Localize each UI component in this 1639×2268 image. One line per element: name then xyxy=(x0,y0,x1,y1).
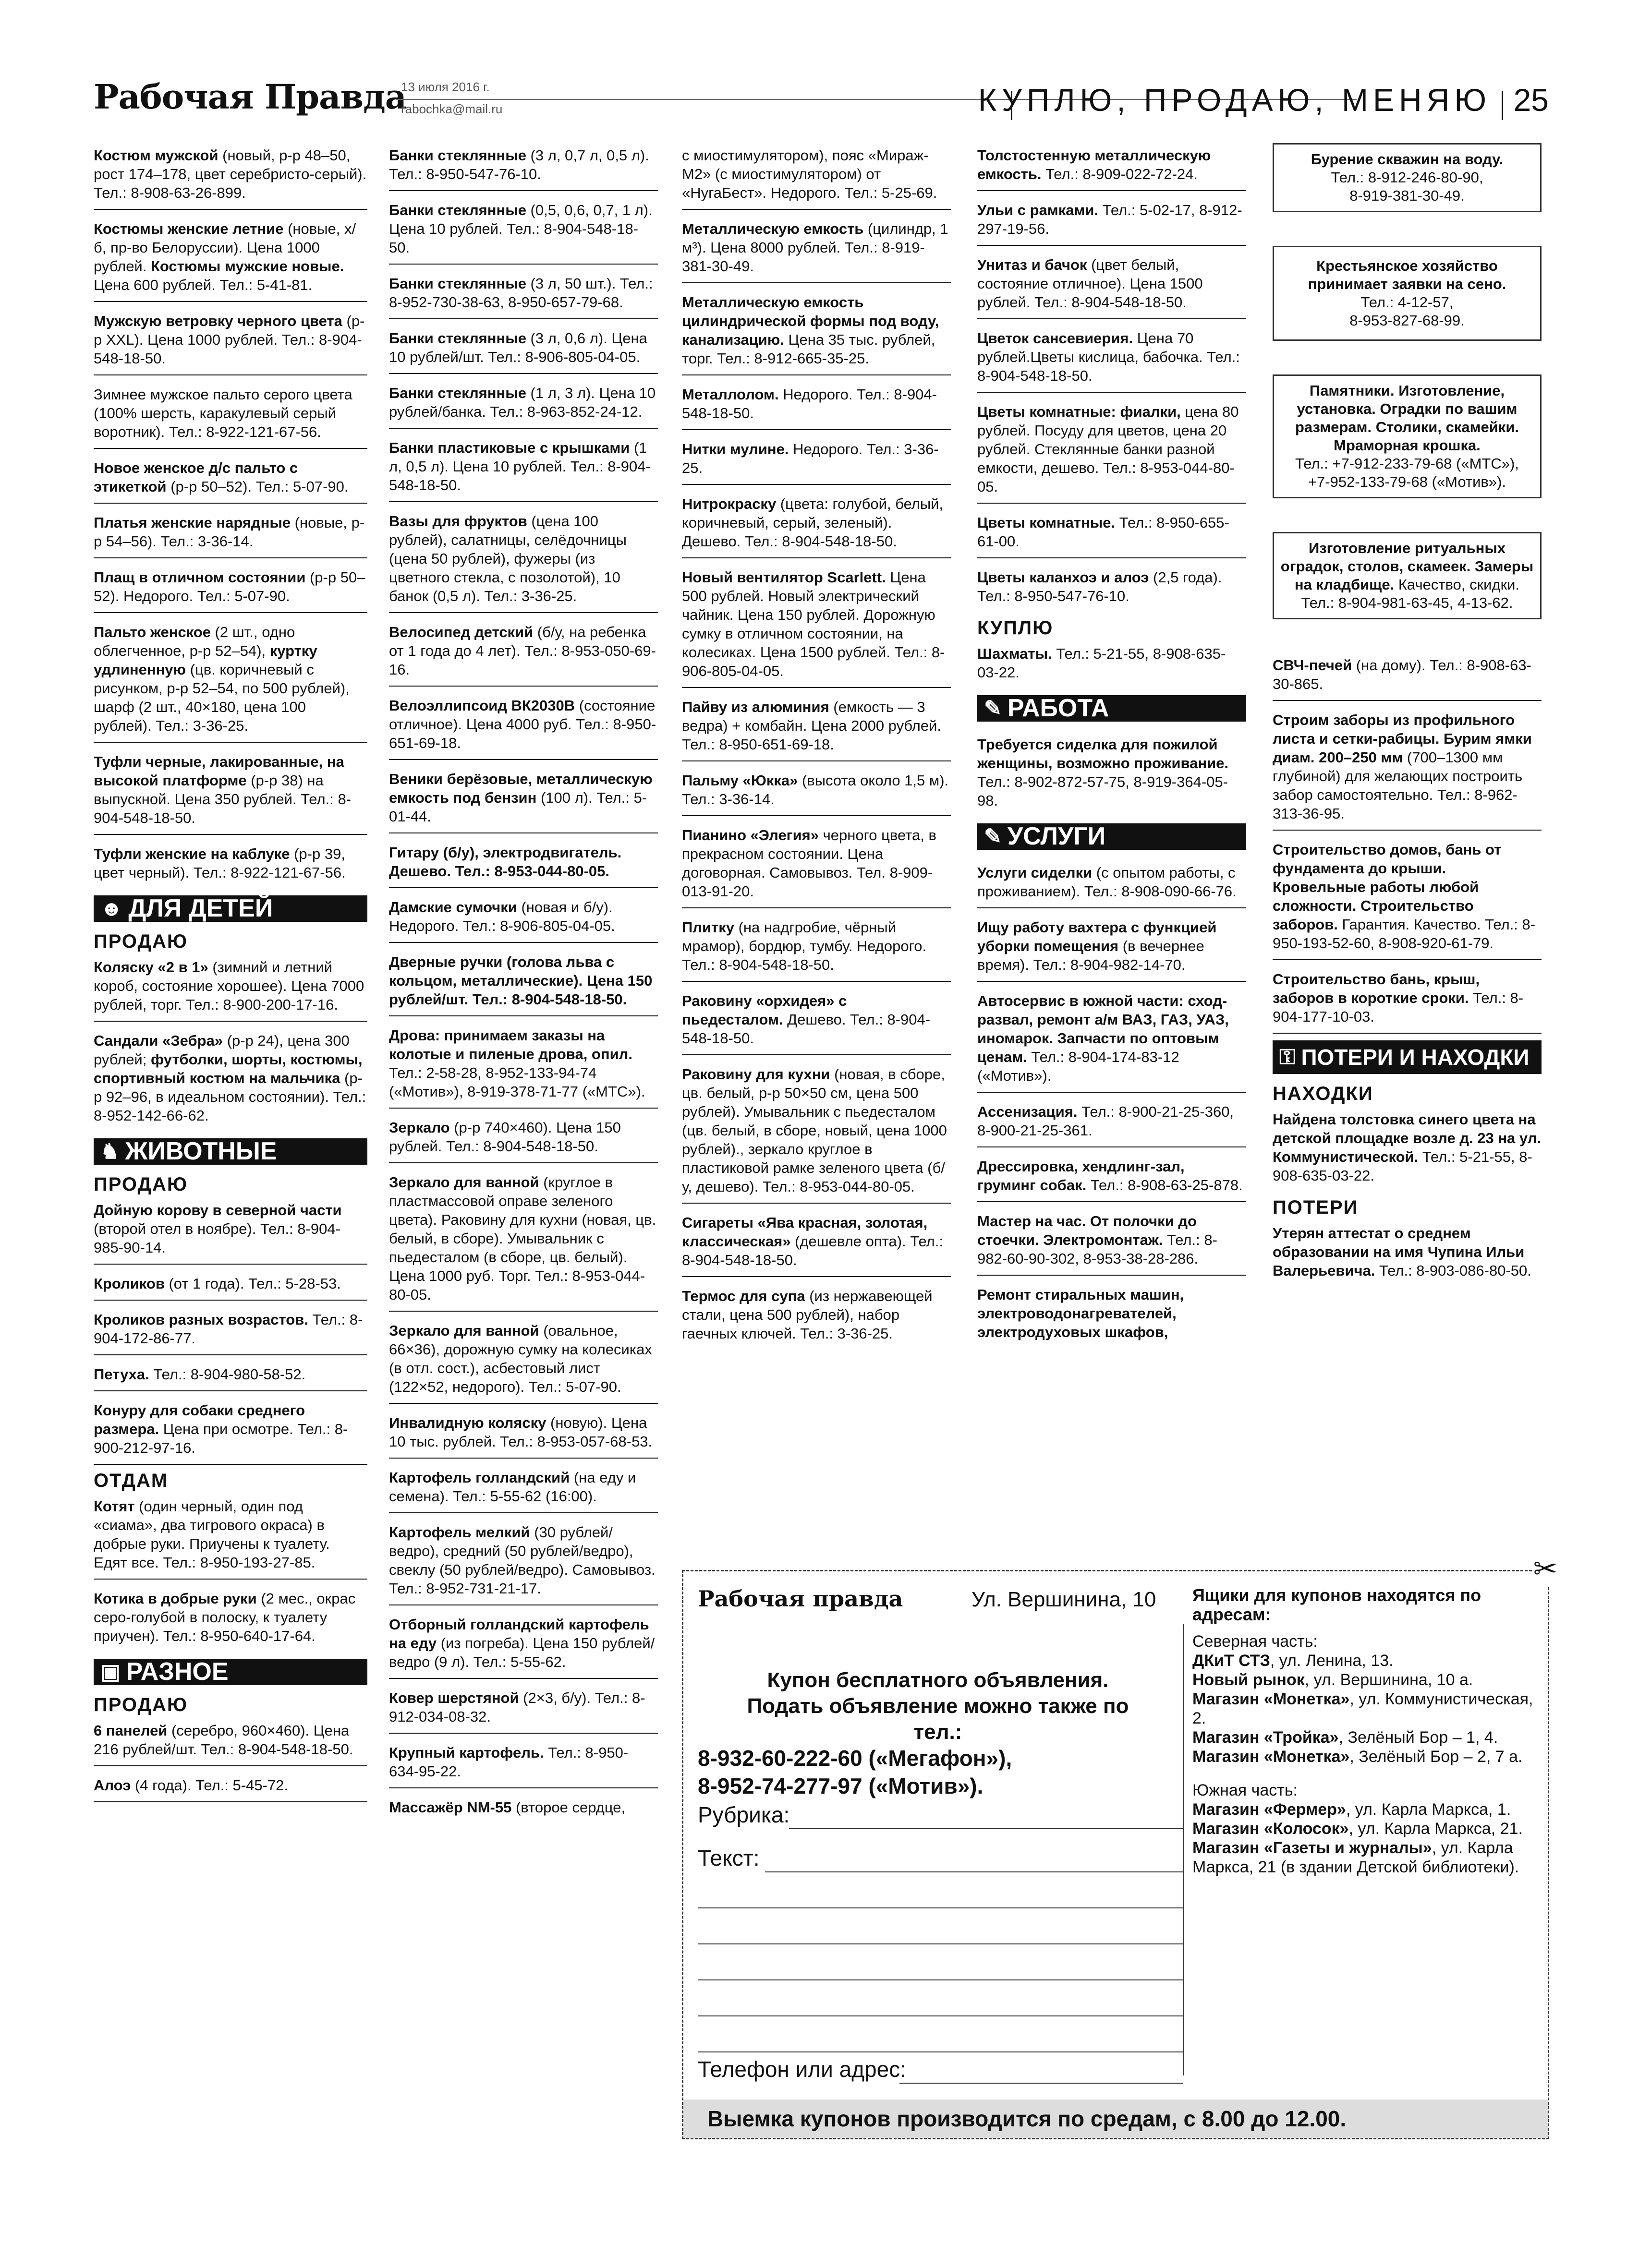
ad-item: Ассенизация. Тел.: 8-900-21-25-360, 8-900-21-25-361. xyxy=(977,1099,1246,1147)
field-text-line[interactable] xyxy=(698,2051,1183,2052)
wrench-icon: ✎ xyxy=(984,825,1002,848)
ad-item: Конуру для собаки среднего размера. Цена при осмотре. Тел.: 8-900-212-97-16. xyxy=(94,1398,367,1465)
ad-item: Котика в добрые руки (2 мес., окрас серо-голубой в полоску, к туалету приучен). Тел.: 8-950-640-17-64. xyxy=(94,1590,356,1644)
coupon-title: Рабочая правда xyxy=(698,1586,903,1612)
coupon-heading: Купон бесплатного объявления. Подать объявление можно также по тел.: xyxy=(747,1668,1129,1744)
ad-item: Зеркало для ванной (овальное, 66×36), дорожную сумку на колесиках (в отл. сост.), асбестовый лист (122×52, недорого). Тел.: 5-07-90. xyxy=(389,1318,658,1404)
subheader: ОТДАМ xyxy=(94,1470,169,1491)
ad-item: Туфли черные, лакированные, на высокой платформе (р-р 38) на выпускной. Цена 350 рублей. Тел.: 8-904-548-18-50. xyxy=(94,749,367,835)
south-label: Южная часть: xyxy=(1192,1781,1298,1799)
ad-item: Раковину «орхидея» с пьедесталом. Дешево. Тел.: 8-904-548-18-50. xyxy=(682,989,951,1055)
ad-item: Коляску «2 в 1» (зимний и летний короб, состояние хорошее). Цена 7000 рублей, торг. Тел.: 8-900-200-17-16. xyxy=(94,955,367,1022)
ad-item: Строительство домов, бань от фундамента до крыши. Кровельные работы любой сложности. Строительство заборов. Гарантия. Качество. Тел.: 8-950-193-52-60, 8-908-920-61-79. xyxy=(1273,837,1542,960)
ad-item: Банки стеклянные (3 л, 0,6 л). Цена 10 рублей/шт. Тел.: 8-906-805-04-05. xyxy=(389,326,658,374)
ad-item: Нитки мулине. Недорого. Тел.: 3-36-25. xyxy=(682,437,951,485)
ad-item: Петуха. Тел.: 8-904-980-58-52. xyxy=(94,1362,367,1391)
ad-item: Веники берёзовые, металлическую емкость под бензин (100 л). Тел.: 5-01-44. xyxy=(389,767,658,833)
ad-item: Дверные ручки (голова льва с кольцом, металлические). Цена 150 рублей/шт. Тел.: 8-904-548-18-50. xyxy=(389,950,658,1016)
divider xyxy=(1183,1624,1184,2075)
ad-item: Велоэллипсоид ВК2030В (состояние отличное). Цена 4000 руб. Тел.: 8-950-651-69-18. xyxy=(389,693,658,760)
address-item: Магазин «Тройка», Зелёный Бор – 1, 4. xyxy=(1192,1728,1498,1747)
subheader: ПРОДАЮ xyxy=(94,931,188,952)
ad-item: Вазы для фруктов (цена 100 рублей), салатницы, селёдочницы (цена 50 рублей), фужеры (из цветного стекла, с позолотой), 10 банок (0,5 л). Тел.: 3-36-25. xyxy=(389,509,658,613)
ad-item: Автосервис в южной части: сход-развал, ремонт а/м ВАЗ, ГАЗ, УАЗ, иномарок. Запчасти по оптовым ценам. Тел.: 8-904-174-83-12 («Мотив»). xyxy=(977,989,1246,1093)
ad-item: Мужскую ветровку черного цвета (р-р XXL). Цена 1000 рублей. Тел.: 8-904-548-18-50. xyxy=(94,309,367,375)
boxed-ad: Памятники. Изготовление, установка. Оградки по вашим размерам. Столики, скамейки. Мраморная крошка. Тел.: +7-912-233-79-68 («МТС»), +7-952-133-79-68 («Мотив»). xyxy=(1273,374,1542,498)
field-text-line[interactable] xyxy=(698,2015,1183,2016)
ad-item: Сандали «Зебра» (р-р 24), цена 300 рублей; футболки, шорты, костюмы, спортивный костюм на мальчика (р-р 92–96, в идеальном состоянии). Тел.: 8-952-142-66-62. xyxy=(94,1032,366,1124)
scissors-icon: ✂ xyxy=(1533,1553,1557,1585)
divider xyxy=(1502,91,1503,120)
ad-item: Утерян аттестат о среднем образовании на имя Чупина Ильи Валерьевича. Тел.: 8-903-086-80-50. xyxy=(1273,1225,1531,1279)
ad-item: Дрессировка, хендлинг-зал, груминг собак. Тел.: 8-908-63-25-878. xyxy=(977,1154,1246,1202)
section-header-misc: ▣ РАЗНОЕ xyxy=(94,1659,367,1685)
coupon-phones: 8-932-60-222-60 («Мегафон»), 8-952-74-277-97 («Мотив»). xyxy=(698,1746,1012,1798)
ad-item: СВЧ-печей (на дому). Тел.: 8-908-63-30-865. xyxy=(1273,653,1542,701)
ad-item: Картофель голландский (на еду и семена). Тел.: 5-55-62 (16:00). xyxy=(389,1465,658,1513)
ad-item: Нитрокраску (цвета: голубой, белый, коричневый, серый, зеленый). Дешево. Тел.: 8-904-548-18-50. xyxy=(682,492,951,558)
ad-item: Инвалидную коляску (новую). Цена 10 тыс. рублей. Тел.: 8-953-057-68-53. xyxy=(389,1411,658,1459)
subheader: ПОТЕРИ xyxy=(1273,1197,1359,1218)
ad-item: Гитару (б/у), электродвигатель. Дешево. Тел.: 8-953-044-80-05. xyxy=(389,840,658,888)
issue-date: 13 июля 2016 г. xyxy=(401,80,490,94)
ad-item: Пальто женское (2 шт., одно облегченное, р-р 52–54), куртку удлиненную (цв. коричневый с рисунком, р-р 52–54, по 500 рублей), шарф (2 шт., 40×180, цена 100 рублей). Тел.: 3-36-25. xyxy=(94,620,367,743)
ad-item: Зимнее мужское пальто серого цвета (100% шерсть, каракулевый серый воротник). Тел.: 8-922-121-67-56. xyxy=(94,382,367,449)
north-label: Северная часть: xyxy=(1192,1632,1318,1651)
ad-item: Ремонт стиральных машин, электроводонагревателей, электродуховых шкафов, xyxy=(977,1286,1184,1340)
address-item: Магазин «Колосок», ул. Карла Маркса, 21. xyxy=(1192,1820,1523,1838)
section-header-animals: ♞ ЖИВОТНЫЕ xyxy=(94,1138,367,1165)
ad-item: Алоэ (4 года). Тел.: 5-45-72. xyxy=(94,1773,367,1802)
ad-item: Раковину для кухни (новая, в сборе, цв. белый, р-р 50×50 см, цена 500 рублей). Умывальник с пьедесталом (цв. белый, в сборе, новый, цена 1000 рублей)., зеркало круглое в пластиковой рамке зеленого цвета (б/у, дешево). Тел.: 8-953-044-80-05. xyxy=(682,1062,951,1204)
address-item: Магазин «Фермер», ул. Карла Маркса, 1. xyxy=(1192,1800,1511,1819)
subheader: ПРОДАЮ xyxy=(94,1174,188,1195)
boxed-ad: Крестьянское хозяйство принимает заявки на сено. Тел.: 4-12-57, 8-953-827-68-99. xyxy=(1273,246,1542,341)
subheader: КУПЛЮ xyxy=(977,617,1054,639)
ad-item: Дамские сумочки (новая и б/у). Недорого. Тел.: 8-906-805-04-05. xyxy=(389,895,658,943)
ad-item: Металлическую емкость цилиндрической формы под воду, канализацию. Цена 35 тыс. рублей, торг. Тел.: 8-912-665-35-25. xyxy=(682,290,951,375)
coupon-footer: Выемка купонов производится по средам, с 8.00 до 12.00. xyxy=(683,2099,1548,2138)
section-title: КУПЛЮ, ПРОДАЮ, МЕНЯЮ xyxy=(978,82,1491,118)
ad-item: Пианино «Элегия» черного цвета, в прекрасном состоянии. Цена договорная. Самовывоз. Тел. 8-909-013-91-20. xyxy=(682,823,951,908)
ad-item: Картофель мелкий (30 рублей/ведро), средний (50 рублей/ведро), свеклу (50 рублей/ведро). Самовывоз. Тел.: 8-952-731-21-17. xyxy=(389,1520,658,1605)
ad-item: Цветы комнатные. Тел.: 8-950-655-61-00. xyxy=(977,510,1246,558)
address-item: Новый рынок, ул. Вершинина, 10 а. xyxy=(1192,1671,1473,1689)
column-5 xyxy=(1273,143,1542,1293)
boxed-ad: Бурение скважин на воду. Тел.: 8-912-246-80-90, 8-919-381-30-49. xyxy=(1273,143,1542,212)
ad-item: Термос для супа (из нержавеющей стали, цена 500 рублей), набор гаечных ключей. Тел.: 3-36-25. xyxy=(682,1288,933,1342)
section-header-lost-found: ⚿ ПОТЕРИ И НАХОДКИ xyxy=(1273,1040,1542,1074)
ad-item: Строим заборы из профильного листа и сетки-рабицы. Бурим ямки диам. 200–250 мм (700–1300 мм глубиной) для желающих построить забор самостоятельно. Тел.: 8-962-313-36-95. xyxy=(1273,708,1542,831)
ad-item: Ищу работу вахтера с функцией уборки помещения (в вечернее время). Тел.: 8-904-982-14-70. xyxy=(977,915,1246,982)
ad-item: Ковер шерстяной (2×3, б/у). Тел.: 8-912-034-08-32. xyxy=(389,1686,658,1734)
wrench-icon: ✎ xyxy=(984,697,1002,720)
ad-item: Цветок сансевиерия. Цена 70 рублей.Цветы кислица, бабочка. Тел.: 8-904-548-18-50. xyxy=(977,326,1246,393)
ad-item: Сигареты «Ява красная, золотая, классическая» (дешевле опта). Тел.: 8-904-548-18-50. xyxy=(682,1210,951,1277)
ad-item: Цветы каланхоэ и алоэ (2,5 года). Тел.: 8-950-547-76-10. xyxy=(977,569,1222,604)
ad-item: Новый вентилятор Scarlett. Цена 500 рублей. Новый электрический чайник. Цена 150 рублей. Дорожную сумку в отличном состоянии, на колесиках. Цена 1500 рублей. Тел.: 8-906-805-04-05. xyxy=(682,565,951,688)
ad-item: Зеркало для ванной (круглое в пластмассовой оправе зеленого цвета). Раковину для кухни (новая, цв. белый, в сборе). Умывальник с пьедесталом (в сборе, цв. белый). Цена 1000 руб. Торг. Тел.: 8-953-044-80-05. xyxy=(389,1170,658,1312)
masthead xyxy=(94,72,1549,130)
boxed-ad: Изготовление ритуальных оградок, столов, скамеек. Замеры на кладбище. Качество, скидки. Тел.: 8-904-981-63-45, 4-13-62. xyxy=(1273,532,1542,619)
ad-item: Плитку (на надгробие, чёрный мрамор), бордюр, тумбу. Недорого. Тел.: 8-904-548-18-50. xyxy=(682,915,951,982)
column-2 xyxy=(389,143,658,1830)
field-text-line[interactable] xyxy=(698,1943,1183,1944)
ad-item: Металлолом. Недорого. Тел.: 8-904-548-18-50. xyxy=(682,382,951,430)
dog-cat-icon: ♞ xyxy=(100,1140,120,1163)
ad-item: Плащ в отличном состоянии (р-р 50–52). Недорого. Тел.: 5-07-90. xyxy=(94,565,367,613)
subheader: НАХОДКИ xyxy=(1273,1083,1373,1104)
ad-item: Банки стеклянные (3 л, 0,7 л, 0,5 л). Тел.: 8-950-547-76-10. xyxy=(389,143,658,191)
ad-item: Велосипед детский (б/у, на ребенка от 1 года до 4 лет). Тел.: 8-953-050-69-16. xyxy=(389,620,658,687)
field-rubric-label: Рубрика: xyxy=(698,1802,790,1827)
ad-item: Цветы комнатные: фиалки, цена 80 рублей. Посуду для цветов, цена 20 рублей. Стеклянные банки разной емкости, дешево. Тел.: 8-953-044-80-05. xyxy=(977,399,1246,504)
ad-item: Пайву из алюминия (емкость — 3 ведра) + комбайн. Цена 2000 рублей. Тел.: 8-950-651-69-18. xyxy=(682,695,951,761)
boxes-title: Ящики для купонов находятся по адресам: xyxy=(1192,1585,1481,1624)
ad-item: Банки стеклянные (3 л, 50 шт.). Тел.: 8-952-730-38-63, 8-950-657-79-68. xyxy=(389,271,658,319)
ad-item: Мастер на час. От полочки до стоечки. Электромонтаж. Тел.: 8-982-60-90-302, 8-953-38-28-286. xyxy=(977,1209,1246,1276)
field-text-line[interactable] xyxy=(765,1871,1183,1872)
ad-item: Костюм мужской (новый, р-р 48–50, рост 174–178, цвет серебристо-серый). Тел.: 8-908-63-26-899. xyxy=(94,143,367,210)
ad-coupon xyxy=(682,1553,1557,2139)
ad-item: 6 панелей (серебро, 960×460). Цена 216 рублей/шт. Тел.: 8-904-548-18-50. xyxy=(94,1718,367,1766)
ad-item: Крупный картофель. Тел.: 8-950-634-95-22. xyxy=(389,1740,658,1788)
ad-item: Услуги сиделки (с опытом работы, с проживанием). Тел.: 8-908-090-66-76. xyxy=(977,860,1246,908)
ad-item: Костюмы женские летние (новые, х/б, пр-во Белоруссии). Цена 1000 рублей. Костюмы мужские новые. Цена 600 рублей. Тел.: 5-41-81. xyxy=(94,217,367,302)
ad-item: Унитаз и бачок (цвет белый, состояние отличное). Цена 1500 рублей. Тел.: 8-904-548-18-50. xyxy=(977,253,1246,319)
ad-item: Банки стеклянные (0,5, 0,6, 0,7, 1 л). Цена 10 рублей. Тел.: 8-904-548-18-50. xyxy=(389,198,658,265)
ad-item: Шахматы. Тел.: 5-21-55, 8-908-635-03-22. xyxy=(977,645,1226,681)
column-4 xyxy=(977,143,1246,1355)
ad-item: Зеркало (р-р 740×460). Цена 150 рублей. Тел.: 8-904-548-18-50. xyxy=(389,1115,658,1163)
newspaper-title: Рабочая Правда xyxy=(94,77,407,117)
ad-item: Толстостенную металлическую емкость. Тел.: 8-909-022-72-24. xyxy=(977,143,1246,191)
ad-item: Найдена толстовка синего цвета на детской площадке возле д. 23 на ул. Коммунистической. Тел.: 5-21-55, 8-908-635-03-22. xyxy=(1273,1111,1542,1184)
ad-item: Отборный голландский картофель на еду (из погреба). Цена 150 рублей/ведро (9 л). Тел.: 5-55-62. xyxy=(389,1612,658,1679)
stroller-icon: ☻ xyxy=(100,897,123,920)
email: rabochka@mail.ru xyxy=(401,102,503,116)
address-item: ДКиТ СТЗ, ул. Ленина, 13. xyxy=(1192,1652,1394,1670)
ad-item: Котят (один черный, один под «сиама», два тигрового окраса) в добрые руки. Приучены к туалету. Едят все. Тел.: 8-950-193-27-85. xyxy=(94,1494,367,1580)
address-item: Магазин «Монетка», ул. Коммунистическая, 2. xyxy=(1192,1690,1533,1727)
ad-item: Строительство бань, крыш, заборов в короткие сроки. Тел.: 8-904-177-10-03. xyxy=(1273,967,1542,1034)
coupon-address: Ул. Вершинина, 10 xyxy=(971,1588,1156,1611)
ad-item: Массажёр NM-55 (второе сердце, xyxy=(389,1799,626,1816)
address-item: Магазин «Газеты и журналы», ул. Карла Маркса, 21 (в здании Детской библиотеки). xyxy=(1192,1839,1519,1876)
ad-item: Платья женские нарядные (новые, р-р 54–56). Тел.: 3-36-14. xyxy=(94,510,367,558)
key-icon: ⚿ xyxy=(1279,1045,1296,1069)
field-phone-line[interactable] xyxy=(899,2083,1183,2084)
coupon-boxes xyxy=(1192,1586,1538,1877)
ad-item: Кроликов разных возрастов. Тел.: 8-904-172-86-77. xyxy=(94,1307,367,1355)
ad-item: Ульи с рамками. Тел.: 5-02-17, 8-912-297-19-56. xyxy=(977,198,1246,246)
ad-item: Банки пластиковые с крышками (1 л, 0,5 л). Цена 10 рублей. Тел.: 8-904-548-18-50. xyxy=(389,435,658,502)
column-1 xyxy=(94,143,367,1809)
field-rubric-line[interactable] xyxy=(789,1828,1183,1829)
field-text-line[interactable] xyxy=(698,1979,1183,1980)
address-item: Магазин «Монетка», Зелёный Бор – 2, 7 а. xyxy=(1192,1748,1523,1766)
section-header-services: ✎ УСЛУГИ xyxy=(977,823,1246,850)
ad-item: Кроликов (от 1 года). Тел.: 5-28-53. xyxy=(94,1271,367,1301)
section-header-work: ✎ РАБОТА xyxy=(977,695,1246,722)
section-header-kids: ☻ ДЛЯ ДЕТЕЙ xyxy=(94,895,367,922)
ad-item: Дойную корову в северной части (второй отел в ноябре). Тел.: 8-904-985-90-14. xyxy=(94,1198,367,1265)
ad-item: Дрова: принимаем заказы на колотые и пиленые дрова, опил. Тел.: 2-58-28, 8-952-133-94-74 («Мотив»), 8-919-378-71-77 («МТС»). xyxy=(389,1023,658,1109)
ad-item: Требуется сиделка для пожилой женщины, возможно проживание. Тел.: 8-902-872-57-75, 8-919-364-05-98. xyxy=(977,736,1229,809)
ad-item: Туфли женские на каблуке (р-р 39, цвет черный). Тел.: 8-922-121-67-56. xyxy=(94,845,346,881)
ad-item: с миостимулятором), пояс «Мираж-М2» (с миостимулятором) от «НугаБест». Недорого. Тел.: 5-25-69. xyxy=(682,143,951,210)
field-text-label: Текст: xyxy=(698,1846,760,1870)
field-phone-label: Телефон или адрес: xyxy=(698,2057,906,2082)
ad-item: Банки стеклянные (1 л, 3 л). Цена 10 рублей/банка. Тел.: 8-963-852-24-12. xyxy=(389,381,658,429)
ad-item: Новое женское д/с пальто с этикеткой (р-р 50–52). Тел.: 5-07-90. xyxy=(94,456,367,504)
field-text-line[interactable] xyxy=(698,1907,1183,1908)
column-3 xyxy=(682,143,951,1356)
subheader: ПРОДАЮ xyxy=(94,1694,188,1715)
ad-item: Металлическую емкость (цилиндр, 1 м³). Цена 8000 рублей. Тел.: 8-919-381-30-49. xyxy=(682,217,951,283)
page-number: 25 xyxy=(1513,82,1549,118)
misc-icon: ▣ xyxy=(100,1660,121,1684)
ad-item: Пальму «Юкка» (высота около 1,5 м). Тел.: 3-36-14. xyxy=(682,768,951,816)
